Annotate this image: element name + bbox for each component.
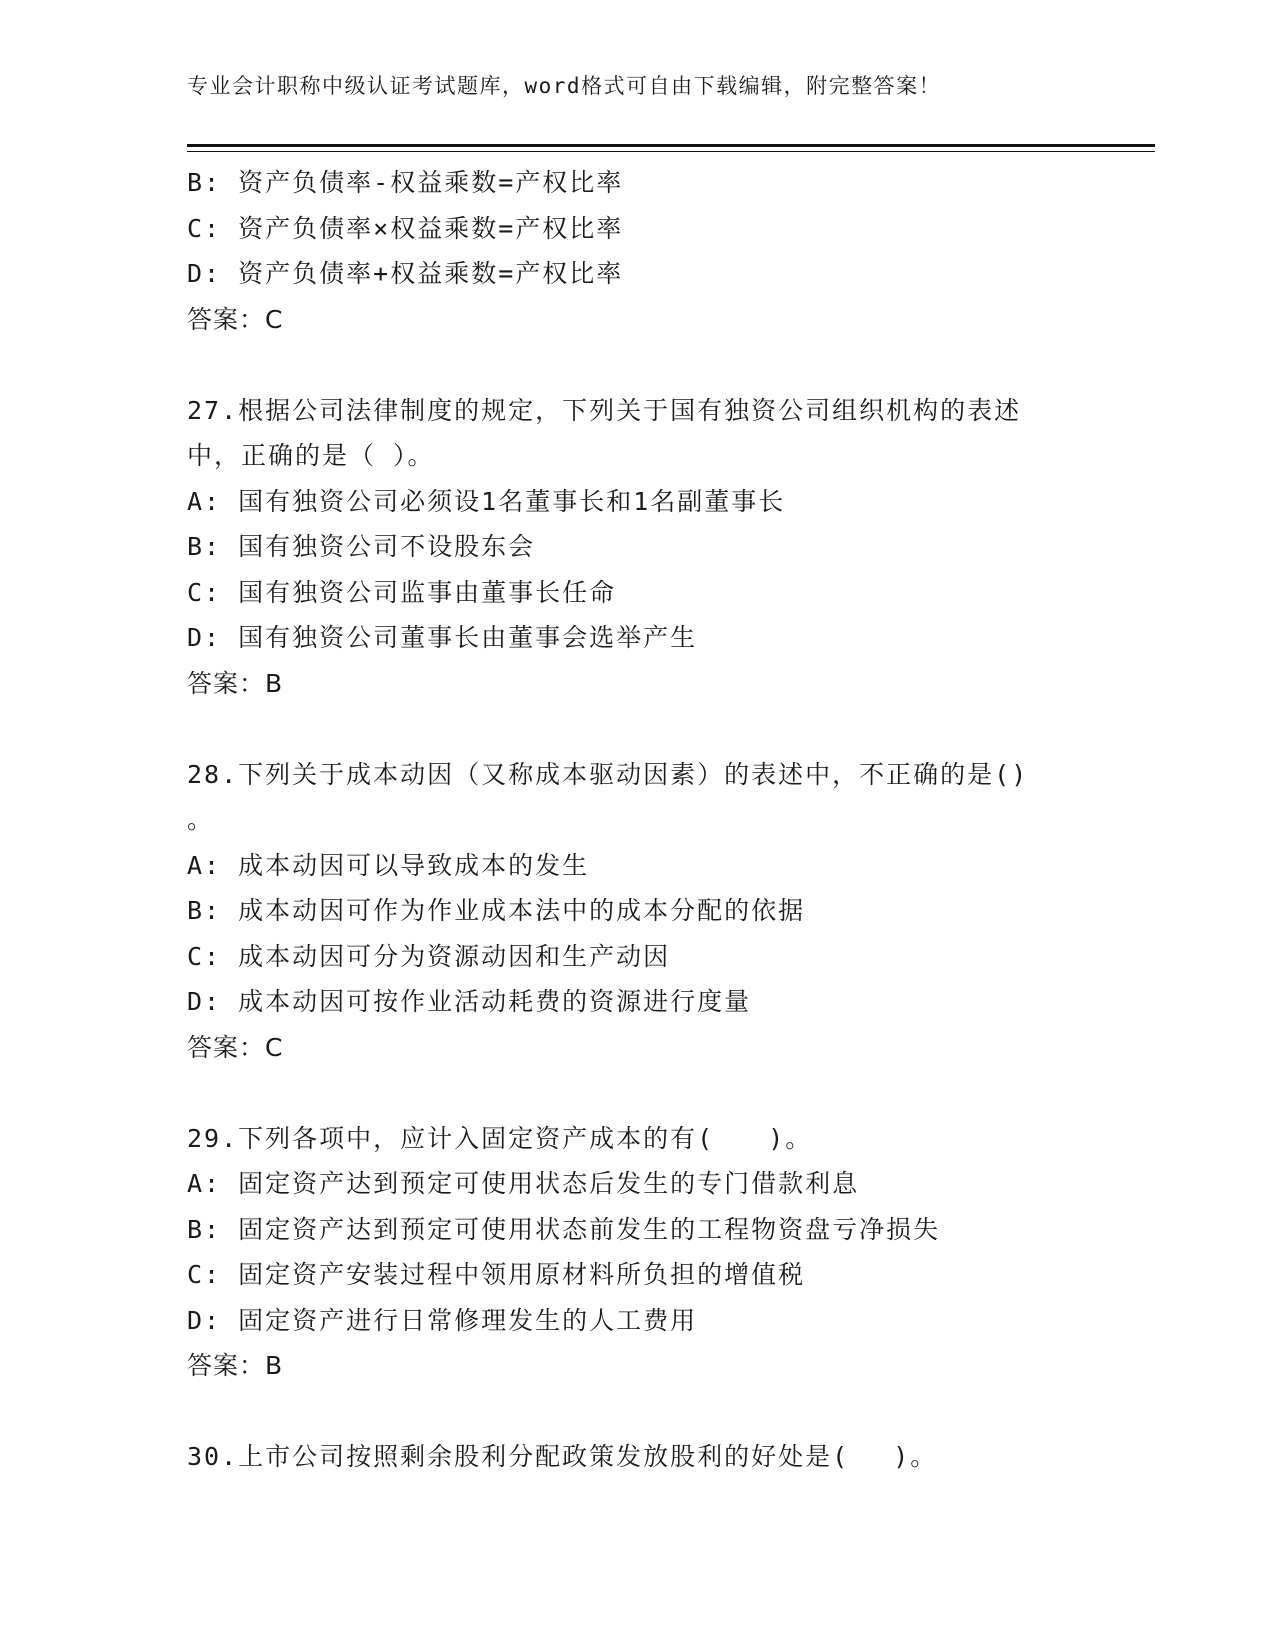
option-d: D: 固定资产进行日常修理发生的人工费用	[187, 1305, 698, 1335]
option-b: B: 固定资产达到预定可使用状态前发生的工程物资盘亏净损失	[187, 1214, 941, 1244]
question-block-28	[187, 752, 1087, 1071]
answer: 答案：B	[187, 1351, 284, 1380]
option-d: D: 成本动因可按作业活动耗费的资源进行度量	[187, 987, 752, 1016]
header-rule-thick	[187, 144, 1155, 147]
option-c: C: 固定资产安装过程中领用原材料所负担的增值税	[187, 1260, 806, 1289]
answer: 答案：C	[187, 304, 284, 334]
option-b: B: 资产负债率-权益乘数=产权比率	[187, 168, 624, 197]
question-text: 中，正确的是（ ）。	[187, 441, 435, 470]
question-block-27	[187, 388, 1087, 707]
question-text: 30.上市公司按照剩余股利分配政策发放股利的好处是( )。	[187, 1442, 938, 1471]
question-text: 28.下列关于成本动因（又称成本驱动因素）的表述中，不正确的是()	[187, 759, 1029, 789]
question-block-30	[187, 1434, 1087, 1480]
option-d: D: 国有独资公司董事长由董事会选举产生	[187, 623, 698, 652]
question-block-29	[187, 1116, 1087, 1389]
page-header: 专业会计职称中级认证考试题库，word格式可自由下载编辑，附完整答案！	[187, 74, 942, 98]
option-a: A: 成本动因可以导致成本的发生	[187, 850, 590, 880]
answer: 答案：C	[187, 1032, 284, 1062]
question-text: 29.下列各项中，应计入固定资产成本的有( )。	[187, 1123, 813, 1153]
option-d: D: 资产负债率+权益乘数=产权比率	[187, 259, 624, 288]
option-b: B: 成本动因可作为作业成本法中的成本分配的依据	[187, 896, 806, 925]
option-a: A: 固定资产达到预定可使用状态后发生的专门借款利息	[187, 1169, 860, 1198]
option-c: C: 国有独资公司监事由董事长任命	[187, 577, 617, 607]
option-c: C: 成本动因可分为资源动因和生产动因	[187, 941, 671, 971]
spacer	[187, 1389, 1087, 1435]
spacer	[187, 342, 1087, 388]
answer: 答案：B	[187, 668, 284, 698]
option-b: B: 国有独资公司不设股东会	[187, 532, 536, 561]
spacer	[187, 1070, 1087, 1116]
option-a: A: 国有独资公司必须设1名董事长和1名副董事长	[187, 486, 786, 516]
header-rule-thin	[187, 151, 1155, 152]
question-block-26	[187, 160, 1087, 342]
question-text: 。	[187, 805, 215, 834]
question-list	[187, 160, 1087, 1480]
spacer	[187, 706, 1087, 752]
option-c: C: 资产负债率×权益乘数=产权比率	[187, 213, 624, 243]
question-text: 27.根据公司法律制度的规定，下列关于国有独资公司组织机构的表述	[187, 395, 1022, 425]
